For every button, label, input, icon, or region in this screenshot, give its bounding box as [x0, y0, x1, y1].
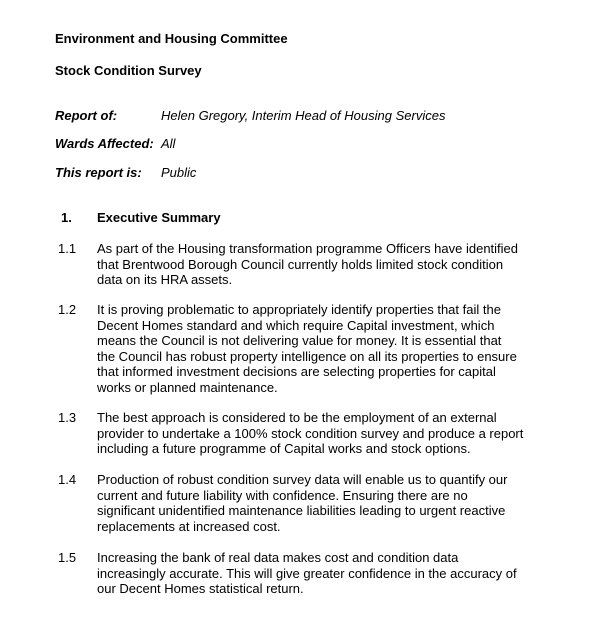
paragraph-line: that Brentwood Borough Council currently holds limited stock condition	[97, 256, 504, 272]
meta-label: This report is:	[55, 165, 142, 180]
paragraph-line: As part of the Housing transformation programme Officers have identified	[97, 241, 519, 256]
paragraph-number: 1.3	[58, 410, 77, 425]
meta-label: Wards Affected:	[55, 136, 154, 151]
paragraph-text	[97, 410, 557, 457]
paragraph-line: provider to undertake a 100% stock condition survey and produce a report	[97, 425, 524, 441]
paragraph-number: 1.4	[58, 472, 77, 487]
paragraph-line: significant unidentified maintenance liabilities leading to urgent reactive	[97, 503, 506, 518]
committee-heading: Environment and Housing Committee	[55, 31, 288, 46]
paragraph-line: Production of robust condition survey data will enable us to quantify our	[97, 472, 508, 487]
paragraph-line: The best approach is considered to be the employment of an external	[97, 410, 497, 425]
paragraph-number: 1.1	[58, 241, 77, 256]
paragraph-line: data on its HRA assets.	[97, 272, 233, 287]
paragraph-text	[97, 550, 557, 597]
paragraph-line: current and future liability with confidence. Ensuring there are no	[97, 487, 468, 503]
paragraph-line: our Decent Homes statistical return.	[97, 581, 304, 596]
paragraph-text	[97, 472, 557, 534]
paragraph-line: Increasing the bank of real data makes cost and condition data	[97, 550, 459, 565]
paragraph-line: including a future programme of Capital works and stock options.	[97, 441, 471, 456]
paragraph-line: replacements at increased cost.	[97, 518, 281, 534]
section-number: 1.	[61, 210, 72, 225]
paragraph-number: 1.2	[58, 302, 77, 317]
paragraph-number: 1.5	[58, 550, 77, 565]
document-title: Stock Condition Survey	[55, 63, 202, 78]
meta-value: All	[161, 136, 176, 151]
meta-value: Public	[161, 165, 197, 180]
meta-value: Helen Gregory, Interim Head of Housing Services	[161, 108, 446, 123]
section-title: Executive Summary	[97, 210, 221, 225]
paragraph-line: that informed investment decisions are selecting properties for capital	[97, 364, 496, 379]
paragraph-line: Decent Homes standard and which require Capital investment, which	[97, 317, 495, 333]
paragraph-line: increasingly accurate. This will give greater confidence in the accuracy of	[97, 565, 517, 581]
paragraph-text	[97, 302, 557, 395]
paragraph-line: the Council has robust property intelligence on all its properties to ensure	[97, 348, 517, 364]
paragraph-text	[97, 241, 557, 288]
paragraph-line: It is proving problematic to appropriately identify properties that fail the	[97, 302, 501, 317]
paragraph-line: works or planned maintenance.	[97, 379, 278, 395]
paragraph-line: means the Council is not delivering value for money. It is essential that	[97, 333, 502, 348]
meta-label: Report of:	[55, 108, 118, 123]
